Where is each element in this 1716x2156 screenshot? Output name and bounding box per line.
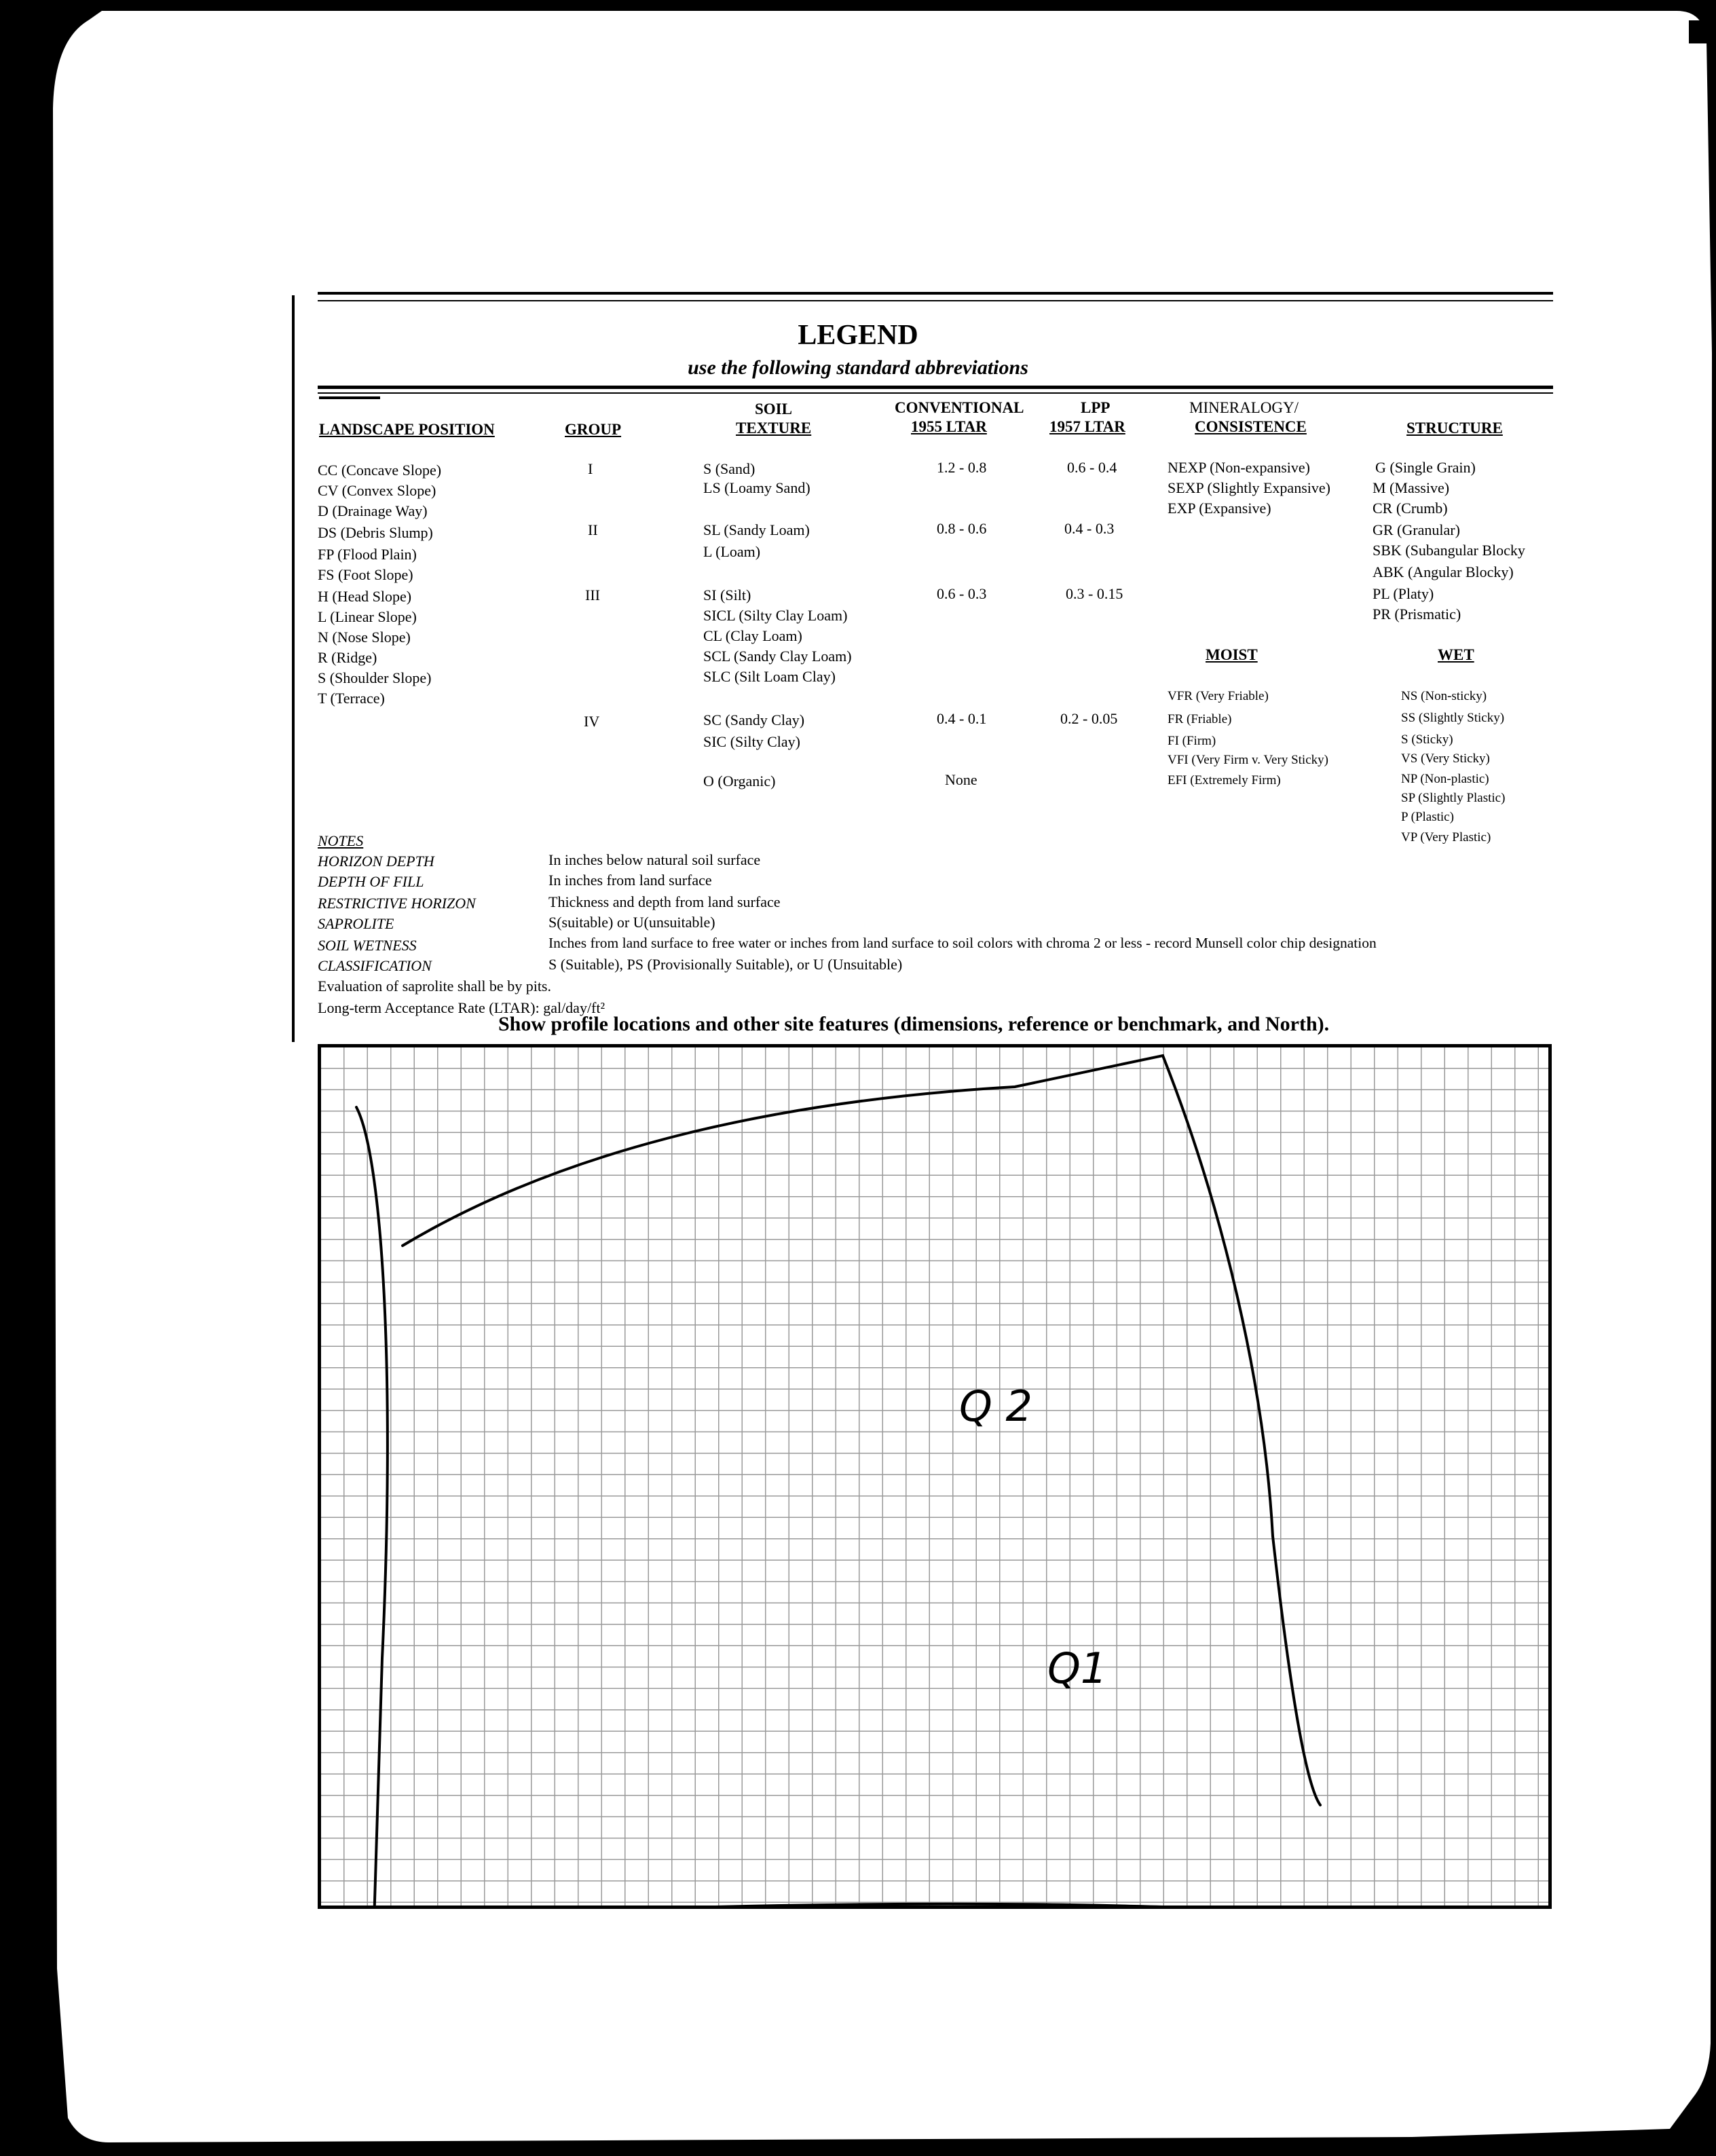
structure-item: G (Single Grain) bbox=[1375, 459, 1476, 476]
landscape-item: H (Head Slope) bbox=[318, 588, 412, 605]
legend-title: LEGEND bbox=[798, 320, 918, 351]
header-mineralogy: MINERALOGY/ bbox=[1189, 399, 1299, 416]
group-numeral: I bbox=[588, 460, 593, 477]
note-key: CLASSIFICATION bbox=[318, 957, 432, 974]
texture-item: S (Sand) bbox=[703, 460, 756, 477]
header-structure: STRUCTURE bbox=[1406, 420, 1503, 436]
header-consistence: CONSISTENCE bbox=[1195, 418, 1307, 435]
lpp-ltar: 0.6 - 0.4 bbox=[1067, 459, 1117, 476]
note-key: SAPROLITE bbox=[318, 915, 394, 932]
texture-item: O (Organic) bbox=[703, 773, 776, 789]
sketch-top-right-outline bbox=[403, 1056, 1320, 1805]
notes-heading: NOTES bbox=[318, 832, 364, 849]
legend-rule-thin bbox=[318, 392, 1553, 394]
header-group: GROUP bbox=[565, 421, 622, 438]
texture-item: CL (Clay Loam) bbox=[703, 627, 802, 644]
legend-rule-stub bbox=[319, 396, 380, 399]
legend-subtitle: use the following standard abbreviations bbox=[688, 356, 1028, 379]
wet-item: SS (Slightly Sticky) bbox=[1401, 711, 1505, 725]
note-value: In inches below natural soil surface bbox=[548, 851, 761, 868]
moist-item: VFR (Very Friable) bbox=[1168, 689, 1269, 703]
conventional-ltar: None bbox=[945, 771, 977, 788]
top-rule-thin bbox=[318, 300, 1553, 301]
header-conventional: CONVENTIONAL bbox=[895, 399, 1024, 416]
header-texture: TEXTURE bbox=[736, 420, 812, 436]
structure-item: ABK (Angular Blocky) bbox=[1373, 563, 1514, 580]
conventional-ltar: 0.4 - 0.1 bbox=[937, 710, 987, 727]
group-numeral: III bbox=[585, 587, 600, 603]
hand-sketch bbox=[321, 1047, 1548, 1906]
note-key: DEPTH OF FILL bbox=[318, 873, 424, 890]
sketch-left-line bbox=[356, 1107, 388, 1906]
structure-item: SBK (Subangular Blocky bbox=[1373, 542, 1525, 559]
wet-item: NS (Non-sticky) bbox=[1401, 689, 1487, 703]
landscape-item: CV (Convex Slope) bbox=[318, 482, 436, 499]
note-key: HORIZON DEPTH bbox=[318, 853, 434, 870]
note-key: SOIL WETNESS bbox=[318, 937, 417, 954]
moist-item: VFI (Very Firm v. Very Sticky) bbox=[1168, 753, 1328, 767]
texture-item: SI (Silt) bbox=[703, 587, 751, 603]
wet-item: SP (Slightly Plastic) bbox=[1401, 791, 1506, 805]
structure-item: PR (Prismatic) bbox=[1373, 606, 1461, 622]
group-numeral: IV bbox=[584, 713, 600, 730]
landscape-item: FP (Flood Plain) bbox=[318, 546, 417, 563]
landscape-item: L (Linear Slope) bbox=[318, 608, 417, 625]
wet-item: VP (Very Plastic) bbox=[1401, 830, 1491, 844]
conventional-ltar: 0.6 - 0.3 bbox=[937, 585, 987, 602]
top-rule bbox=[318, 292, 1553, 295]
texture-item: SL (Sandy Loam) bbox=[703, 521, 810, 538]
moist-item: FI (Firm) bbox=[1168, 734, 1216, 748]
note-value: Thickness and depth from land surface bbox=[548, 893, 781, 910]
header-landscape-position: LANDSCAPE POSITION bbox=[319, 421, 495, 438]
header-1957-ltar: 1957 LTAR bbox=[1049, 418, 1125, 435]
wet-item: NP (Non-plastic) bbox=[1401, 772, 1489, 786]
structure-item: PL (Platy) bbox=[1373, 585, 1434, 602]
note-value: S (Suitable), PS (Provisionally Suitable), or U (Unsuitable) bbox=[548, 956, 903, 973]
conventional-ltar: 1.2 - 0.8 bbox=[937, 459, 987, 476]
group-numeral: II bbox=[588, 521, 598, 538]
wet-item: P (Plastic) bbox=[1401, 810, 1454, 824]
texture-item: SICL (Silty Clay Loam) bbox=[703, 607, 848, 624]
note-key: RESTRICTIVE HORIZON bbox=[318, 895, 476, 912]
conventional-ltar: 0.8 - 0.6 bbox=[937, 520, 987, 537]
legend-rule bbox=[318, 386, 1553, 389]
structure-item: CR (Crumb) bbox=[1373, 500, 1448, 517]
header-1955-ltar: 1955 LTAR bbox=[911, 418, 987, 435]
landscape-item: CC (Concave Slope) bbox=[318, 462, 442, 479]
landscape-item: D (Drainage Way) bbox=[318, 502, 428, 519]
texture-item: SIC (Silty Clay) bbox=[703, 733, 801, 750]
texture-item: LS (Loamy Sand) bbox=[703, 479, 810, 496]
site-sketch-caption: Show profile locations and other site features (dimensions, reference or benchmark, and North). bbox=[498, 1013, 1330, 1035]
landscape-item: N (Nose Slope) bbox=[318, 629, 411, 646]
texture-item: SCL (Sandy Clay Loam) bbox=[703, 648, 852, 665]
moist-item: EFI (Extremely Firm) bbox=[1168, 773, 1281, 787]
landscape-item: R (Ridge) bbox=[318, 649, 377, 666]
lpp-ltar: 0.2 - 0.05 bbox=[1060, 710, 1118, 727]
structure-item: M (Massive) bbox=[1373, 479, 1450, 496]
sketch-label-q2: Q 2 bbox=[959, 1381, 1032, 1431]
note-value: Inches from land surface to free water or inches from land surface to soil colors with chroma 2 or less - record Munsell color chip designation bbox=[548, 935, 1377, 951]
header-lpp: LPP bbox=[1081, 399, 1111, 416]
lpp-ltar: 0.4 - 0.3 bbox=[1064, 520, 1115, 537]
texture-item: SLC (Silt Loam Clay) bbox=[703, 668, 836, 685]
ltar-rate: Long-term Acceptance Rate (LTAR): gal/day/ft² bbox=[318, 999, 605, 1016]
landscape-item: T (Terrace) bbox=[318, 690, 385, 707]
lpp-ltar: 0.3 - 0.15 bbox=[1066, 585, 1123, 602]
moist-heading: MOIST bbox=[1206, 646, 1258, 663]
landscape-item: FS (Foot Slope) bbox=[318, 566, 413, 583]
sketch-label-q1: Q1 bbox=[1047, 1643, 1108, 1693]
texture-item: L (Loam) bbox=[703, 543, 761, 560]
mineralogy-item: SEXP (Slightly Expansive) bbox=[1168, 479, 1330, 496]
wet-heading: WET bbox=[1438, 646, 1474, 663]
header-soil: SOIL bbox=[755, 401, 792, 417]
wet-item: VS (Very Sticky) bbox=[1401, 751, 1490, 766]
note-value: S(suitable) or U(unsuitable) bbox=[548, 914, 715, 931]
sketch-bottom-arrow bbox=[389, 1904, 1467, 1906]
texture-item: SC (Sandy Clay) bbox=[703, 711, 805, 728]
mineralogy-item: EXP (Expansive) bbox=[1168, 500, 1271, 517]
landscape-item: DS (Debris Slump) bbox=[318, 524, 433, 541]
landscape-item: S (Shoulder Slope) bbox=[318, 669, 432, 686]
left-margin-mark bbox=[292, 295, 295, 1042]
note-value: In inches from land surface bbox=[548, 872, 712, 889]
wet-item: S (Sticky) bbox=[1401, 732, 1453, 747]
mineralogy-item: NEXP (Non-expansive) bbox=[1168, 459, 1310, 476]
site-sketch-grid bbox=[318, 1044, 1552, 1909]
structure-item: GR (Granular) bbox=[1373, 521, 1460, 538]
saprolite-evaluation: Evaluation of saprolite shall be by pits. bbox=[318, 978, 551, 995]
moist-item: FR (Friable) bbox=[1168, 712, 1232, 726]
